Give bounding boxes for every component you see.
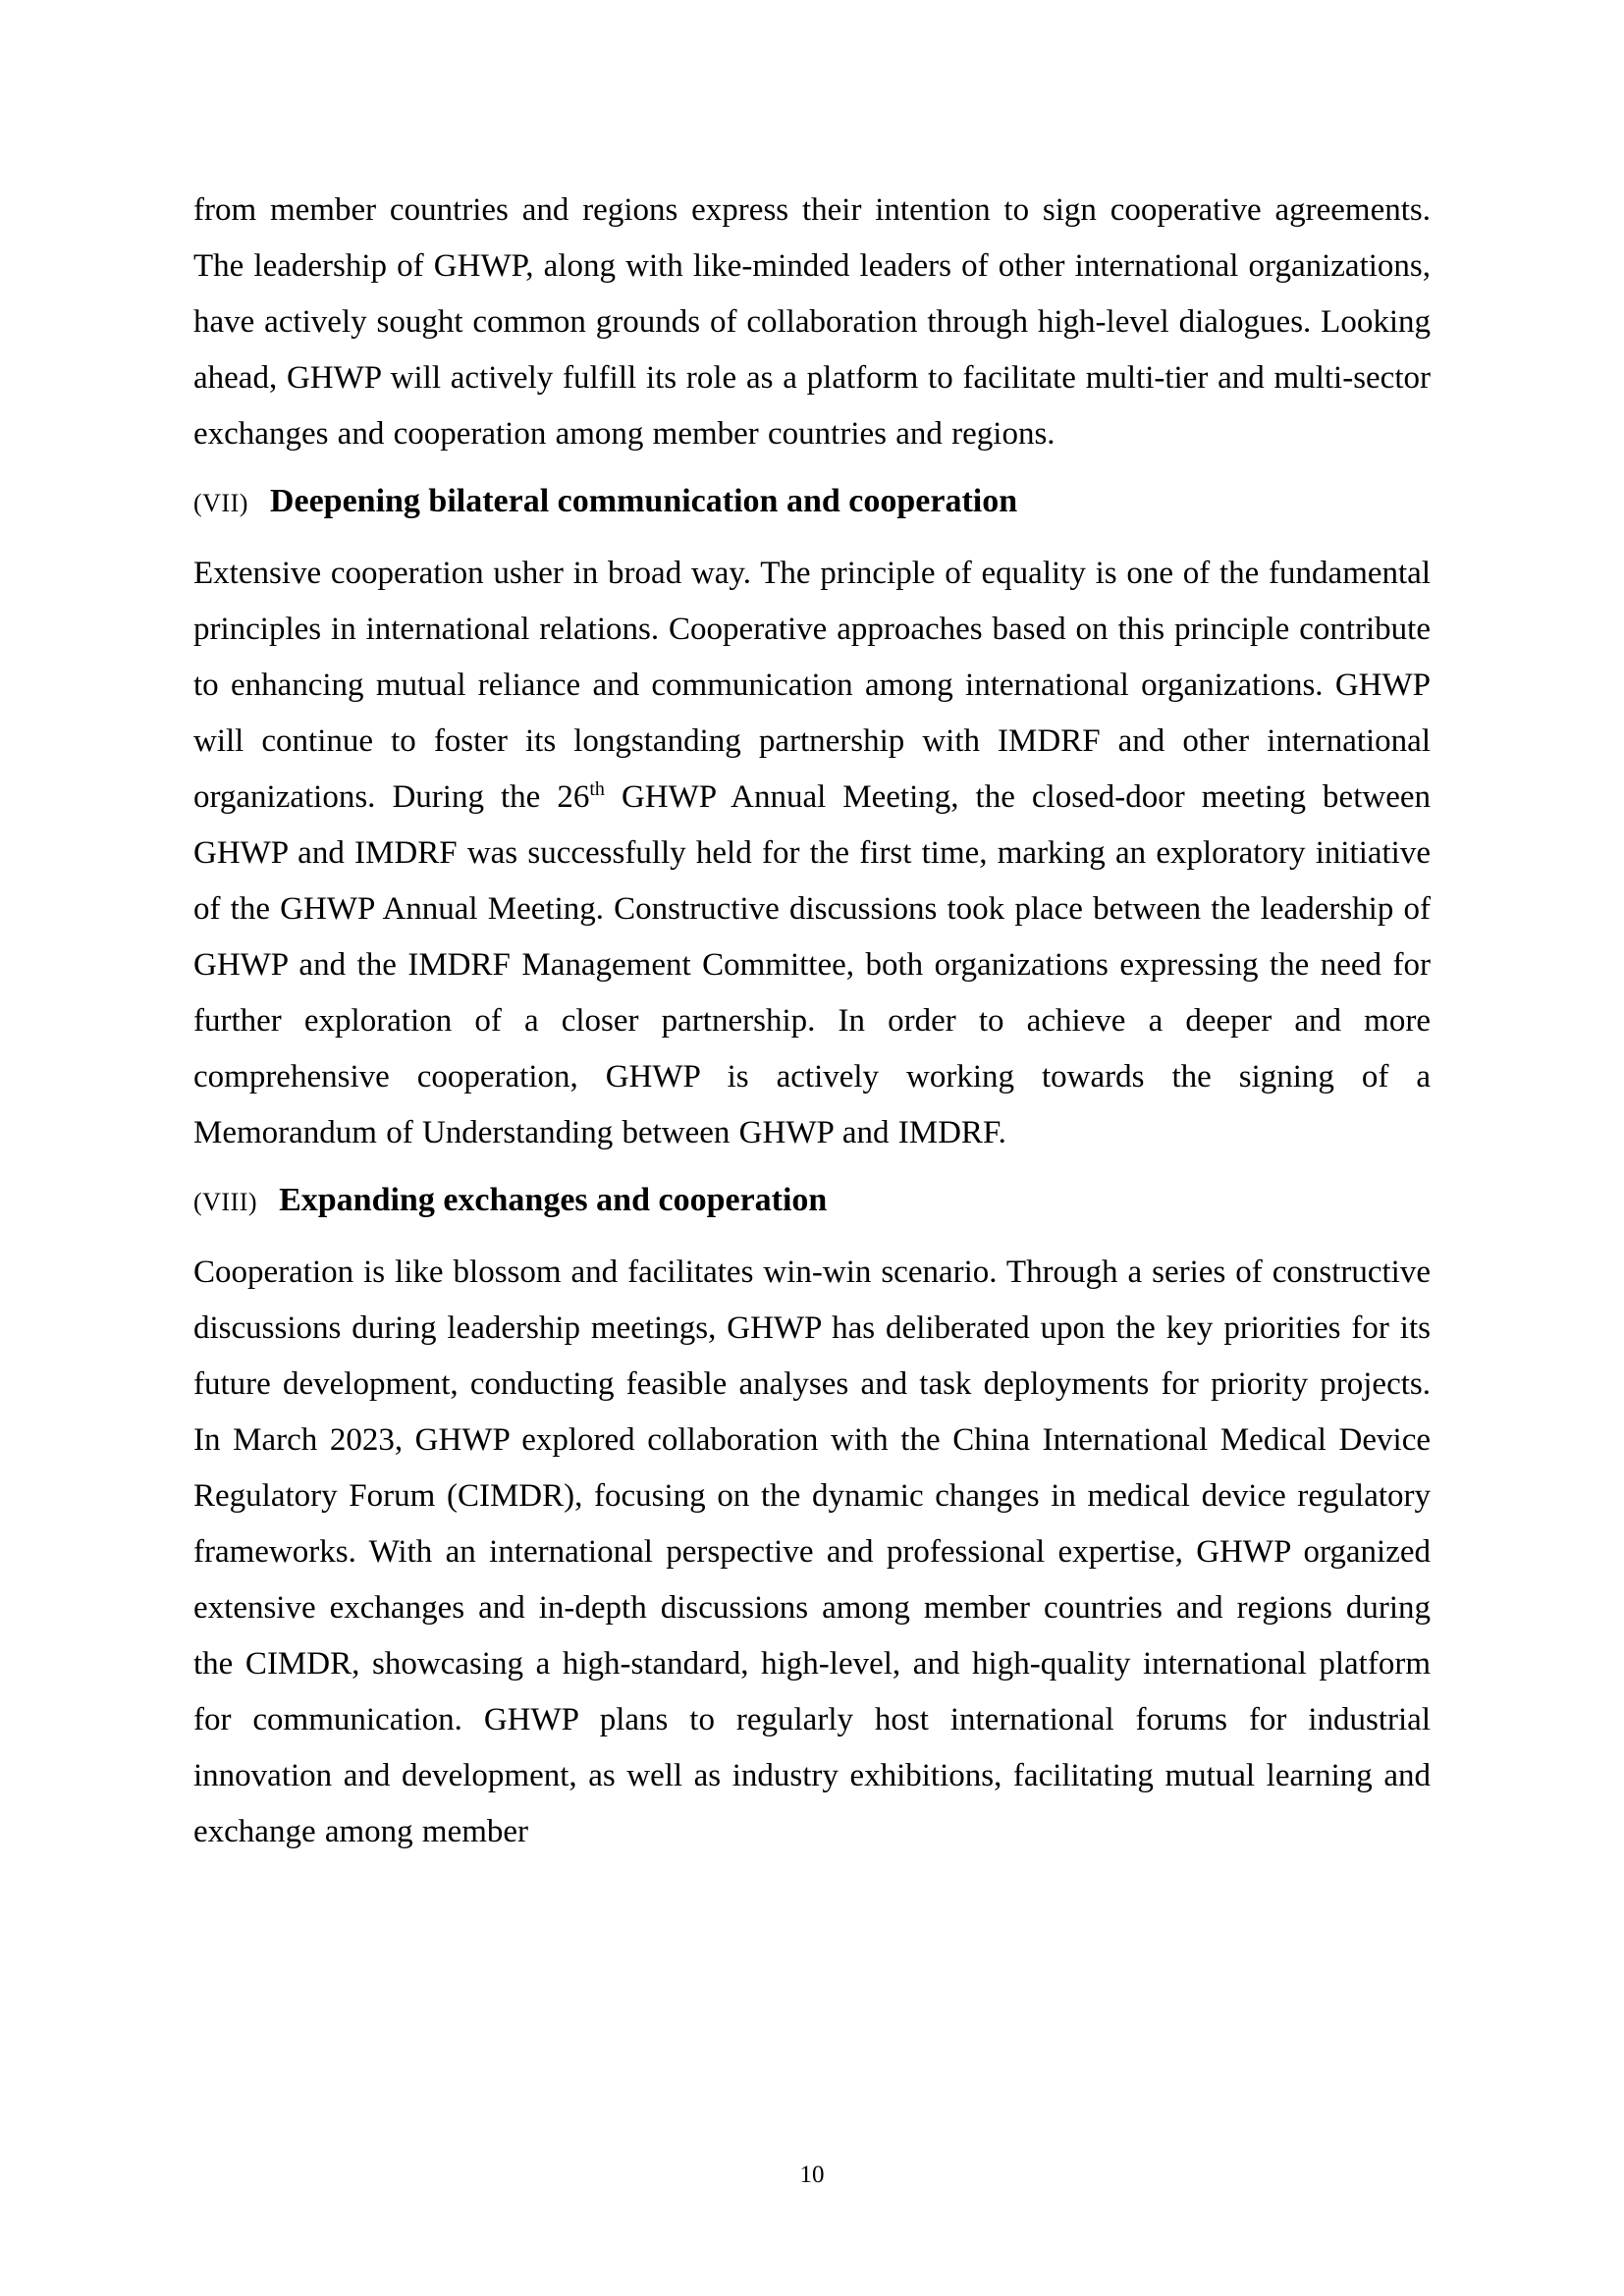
section-viii-heading [193, 1172, 1431, 1230]
section-viii-paragraph: Cooperation is like blossom and facilitates win-win scenario. Through a series of constructive discussions during leadership meetings, GHWP has deliberated upon the key priorities for its future development, conducting feasible analyses and task deployments for priority projects. In March 2023, GHWP explored collaboration with the China International Medical Device Regulatory Forum (CIMDR), focusing on the dynamic changes in medical device regulatory frameworks. With an international perspective and professional expertise, GHWP organized extensive exchanges and in-depth discussions among member countries and regions during the CIMDR, showcasing a high-standard, high-level, and high-quality international platform for communication. GHWP plans to regularly host international forums for industrial innovation and development, as well as industry exhibitions, facilitating mutual learning and exchange among member [193, 1255, 1431, 1849]
section-viii-label: (VIII) [193, 1188, 258, 1216]
section-viii-title: Expanding exchanges and cooperation [279, 1182, 828, 1218]
ordinal-superscript: th [589, 778, 605, 800]
section-vii-paragraph [193, 546, 1431, 1161]
section-vii-heading [193, 473, 1431, 531]
section-vii-body-before-sup: Extensive cooperation usher in broad way. The principle of equality is one of the fundamental principles in international relations. Cooperative approaches based on this principle contribute to enhancing mutual reliance and communication among international organizations. GHWP will continue to foster its longstanding partnership with IMDRF and other international organizations. During the 26 [193, 556, 1431, 815]
page-content [193, 183, 1431, 1860]
continuation-paragraph: from member countries and regions express their intention to sign cooperative agreements. The leadership of GHWP, along with like-minded leaders of other international organizations, have actively sought common grounds of collaboration through high-level dialogues. Looking ahead, GHWP will actively fulfill its role as a platform to facilitate multi-tier and multi-sector exchanges and cooperation among member countries and regions. [193, 192, 1431, 452]
page-number: 10 [799, 2162, 825, 2188]
section-vii-label: (VII) [193, 489, 248, 517]
section-vii-body-after-sup: GHWP Annual Meeting, the closed-door meeting between GHWP and IMDRF was successfully held for the first time, marking an exploratory initiative of the GHWP Annual Meeting. Constructive discussions took place between the leadership of GHWP and the IMDRF Management Committee, both organizations expressing the need for further exploration of a closer partnership. In order to achieve a deeper and more comprehensive cooperation, GHWP is actively working towards the signing of a Memorandum of Understanding between GHWP and IMDRF. [193, 779, 1432, 1150]
section-vii-title: Deepening bilateral communication and cooperation [269, 483, 1018, 519]
